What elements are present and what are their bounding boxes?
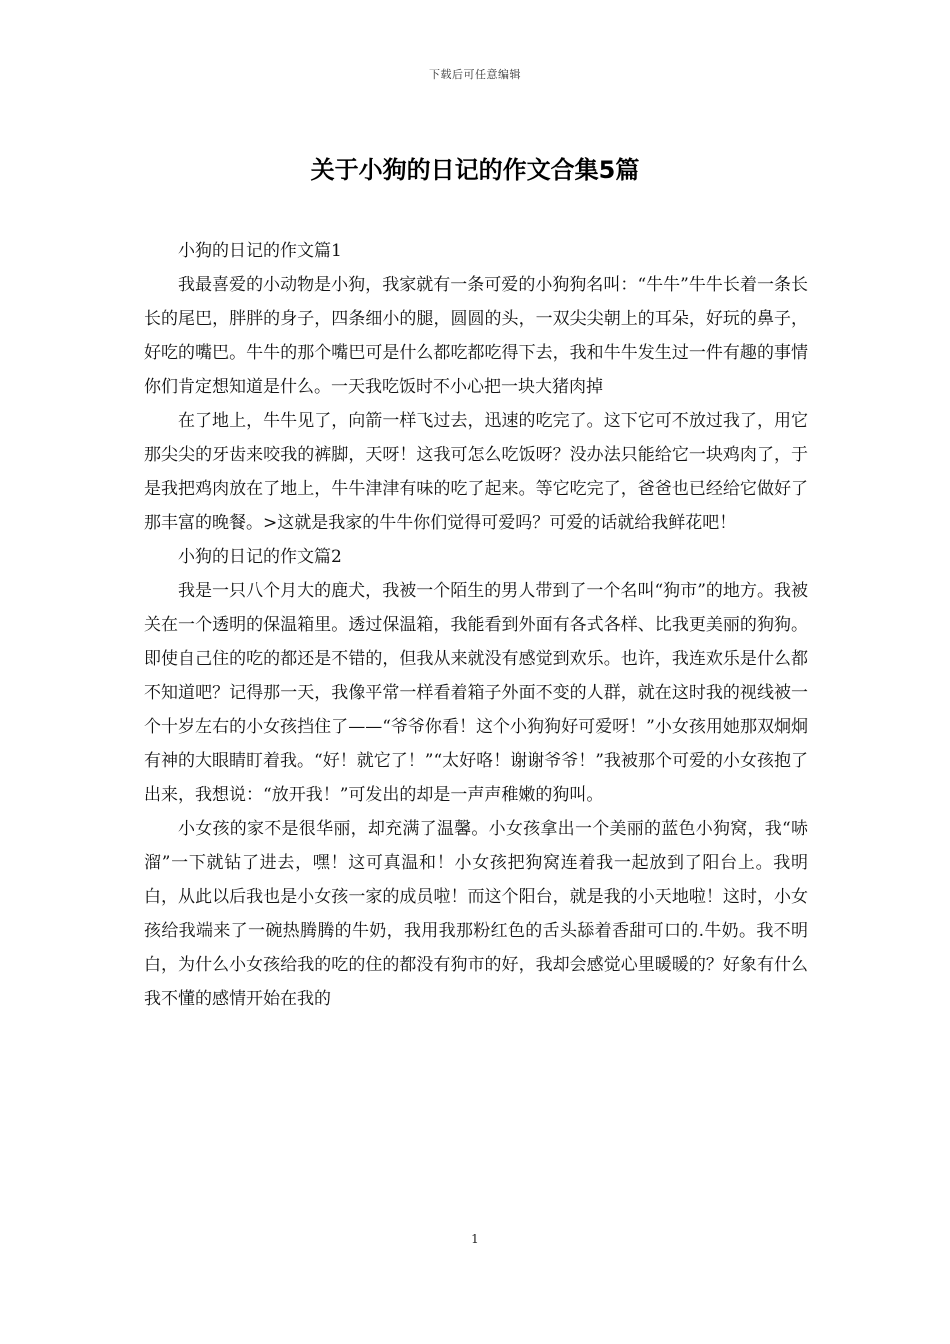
page-number: 1	[471, 1232, 479, 1246]
document-title: 关于小狗的日记的作文合集5篇	[310, 156, 640, 184]
body-paragraph: 小女孩的家不是很华丽，却充满了温馨。小女孩拿出一个美丽的蓝色小狗窝，我“哧溜”一下就钻了进去，嘿！这可真温和！小女孩把狗窝连着我一起放到了阳台上。我明白，从此以后我也是小女孩一家的成员啦！而这个阳台，就是我的小天地啦！这时，小女孩给我端来了一碗热腾腾的牛奶，我用我那粉红色的舌头舔着香甜可口的.牛奶。我不明白，为什么小女孩给我的吃的住的都没有狗市的好，我却会感觉心里暖暖的？好象有什么我不懂的感情开始在我的	[144, 819, 808, 1009]
body-paragraph: 在了地上，牛牛见了，向箭一样飞过去，迅速的吃完了。这下它可不放过我了，用它那尖尖的牙齿来咬我的裤脚，天呀！这我可怎么吃饭呀？没办法只能给它一块鸡肉了，于是我把鸡肉放在了地上，牛牛津津有味的吃了起来。等它吃完了，爸爸也已经给它做好了那丰富的晚餐。>这就是我家的牛牛你们觉得可爱吗？可爱的话就给我鲜花吧！	[144, 411, 808, 533]
body-paragraph: 我是一只八个月大的鹿犬，我被一个陌生的男人带到了一个名叫“狗市”的地方。我被关在一个透明的保温箱里。透过保温箱，我能看到外面有各式各样、比我更美丽的狗狗。即使自己住的吃的都还是不错的，但我从来就没有感觉到欢乐。也许，我连欢乐是什么都不知道吧？记得那一天，我像平常一样看着箱子外面不变的人群，就在这时我的视线被一个十岁左右的小女孩挡住了——“爷爷你看！这个小狗狗好可爱呀！”小女孩用她那双炯炯有神的大眼睛盯着我。“好！就它了！”“太好咯！谢谢爷爷！”我被那个可爱的小女孩抱了出来，我想说：“放开我！”可发出的却是一声声稚嫩的狗叫。	[144, 581, 808, 805]
document-body	[144, 234, 808, 1016]
body-paragraph: 我最喜爱的小动物是小狗，我家就有一条可爱的小狗狗名叫：“牛牛”牛牛长着一条长长的尾巴，胖胖的身子，四条细小的腿，圆圆的头，一双尖尖朝上的耳朵，好玩的鼻子，好吃的嘴巴。牛牛的那个嘴巴可是什么都吃都吃得下去，我和牛牛发生过一件有趣的事情你们肯定想知道是什么。一天我吃饭时不小心把一块大猪肉掉	[144, 275, 808, 397]
section-heading-2: 小狗的日记的作文篇2	[178, 547, 342, 567]
section-heading-1: 小狗的日记的作文篇1	[178, 241, 342, 261]
page-header-note: 下载后可任意编辑	[429, 68, 521, 81]
